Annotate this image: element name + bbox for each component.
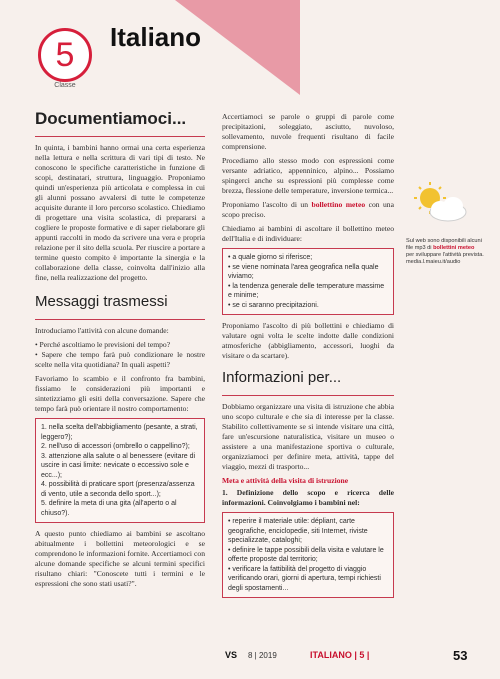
- page-number: 53: [453, 648, 468, 663]
- paragraph-text: Proponiamo l'ascolto di un: [222, 200, 312, 209]
- listening-box: [222, 248, 394, 315]
- section-paragraph: Accertiamoci se parole o gruppi di parole come precipitazioni, soleggiato, asciutto, nuvoloso, sollevamento, nuvole frequenti risultano di facile comprensione.: [222, 112, 394, 151]
- section-paragraph: Chiediamo ai bambini di ascoltare il bollettino meteo dell'Italia e di individuare:: [222, 224, 394, 243]
- box-item: 2. nell'uso di accessori (ombrello o cappellino?);: [41, 443, 190, 450]
- section-paragraph: Proponiamo l'ascolto di più bollettini e chiediamo di valutare ogni volta le scelte indotte dalle condizioni atmosferiche (abbigliamento, accessori, luoghi da visitare o da scartare).: [222, 321, 394, 360]
- behaviour-box: [35, 418, 205, 523]
- section-title-documentiamoci: Documentiamoci...: [35, 109, 187, 128]
- section-paragraph: A questo punto chiediamo ai bambini se ascoltano abitualmente i bollettini meteorologici e se comprendono le informazioni fornite. Accertiamoci con alcune domande specifiche se alcuni termini specifici risultano chiari: "Conoscete tutti i termini e le espressioni che sono stati usati?".: [35, 529, 205, 588]
- box-item: 4. possibilità di praticare sport (presenza/assenza di vento, utile a seconda dello sport...);: [41, 481, 195, 498]
- section-paragraph: Dobbiamo organizzare una visita di istruzione che abbia uno scopo culturale e che sia di interesse per la classe. Stabilito collettivamente se si intende visitare una città, fare un'escursione naturalistica, visitare un museo o assistere a una manifestazione sportiva o culturale, organizziamoci per definire meta, attività, tappe del viaggio, mezzi di trasporto...: [222, 402, 394, 471]
- box-item: 5. definire la meta di una gita (all'aperto o al chiuso?).: [41, 500, 177, 517]
- section-subtitle: Meta e attività della visita di istruzione: [222, 476, 349, 485]
- box-item: 1. nella scelta dell'abbigliamento (pesante, a strati, leggero?);: [41, 424, 198, 441]
- section-title-messaggi: Messaggi trasmessi: [35, 293, 168, 310]
- section-rule: [35, 319, 205, 320]
- sidebar-highlight: bollettini meteo: [433, 245, 475, 251]
- question-item: • Sapere che tempo farà può condizionare le nostre scelte nella vita quotidiana? In quali aspetti?: [35, 350, 205, 369]
- sidebar-text: per sviluppare l'attività prevista. media.l.maieu.it/audio: [406, 252, 484, 265]
- activities-box: [222, 512, 394, 598]
- box-item: • a quale giorno si riferisce;: [228, 254, 313, 261]
- box-item: 3. attenzione alla salute o al benessere (evitare di uscire in casi limite: nevicate o eccessivo sole e ecc...);: [41, 452, 196, 479]
- section-paragraph: [222, 200, 394, 220]
- magazine-logo: VS: [225, 650, 238, 660]
- box-item: • se viene nominata l'area geografica nella quale viviamo;: [228, 263, 379, 280]
- page-footer: [0, 646, 500, 670]
- issue-number: 8 | 2019: [248, 651, 277, 660]
- section-paragraph: 1. Definizione dello scopo e ricerca delle informazioni. Coinvolgiamo i bambini nel:: [222, 488, 394, 507]
- section-rule: [35, 136, 205, 137]
- section-paragraph: Introduciamo l'attività con alcune domande:: [35, 326, 169, 335]
- left-column: [35, 110, 205, 593]
- highlight-bollettino: bollettino meteo: [311, 200, 366, 209]
- question-item: • Perché ascoltiamo le previsioni del tempo?: [35, 340, 171, 349]
- paragraph-text: con una scopo preciso.: [222, 200, 394, 219]
- sidebar-note: [406, 238, 484, 266]
- section-paragraph: Favoriamo lo scambio e il confronto fra bambini, fissiamo le considerazioni più importanti e sintetizziamo gli esiti della conversazione. Sapere che tempo farà può orientare il nostro comportamento:: [35, 374, 205, 413]
- sidebar-text: Sul web sono disponibili alcuni file mp3 di: [406, 238, 482, 251]
- footer-subject: ITALIANO | 5 |: [310, 650, 370, 660]
- box-item: • la tendenza generale delle temperature massime e minime;: [228, 282, 385, 299]
- subject-title: Italiano: [110, 22, 202, 52]
- chapter-label: Classe: [54, 82, 76, 89]
- box-item: • reperire il materiale utile: dépliant, carte geografiche, enciclopedie, siti Internet, riviste specializzate, cataloghi;: [228, 518, 368, 544]
- section-title-informazioni: Informazioni per...: [222, 369, 342, 386]
- weather-sun-cloud-icon: [406, 180, 476, 230]
- box-item: • definire le tappe possibili della visita e valutare le offerte proposte dal territorio;: [228, 546, 384, 563]
- section-paragraph: In quinta, i bambini hanno ormai una certa esperienza nella lettura e nella scrittura di vari tipi di testo. Ne conoscono le specifiche caratteristiche in funzione di scopi, destinatari, struttura, linguaggio. Proponiamo quindi un'esperienza più articolata e complessa in cui gli alunni possano avvalersi di tutte le competenze acquisite durante il loro percorso scolastico. Chiediamo di progettare una visita scolastica, di prepararsi a cogliere le proposte formative e di saper rielaborare gli appunti raccolti in modo da scrivere una vera e propria relazione per il sito della scuola. Per riuscire a portare a termine questo compito è importante la sinergia e la collaborazione della classe, coinvolta dall'inizio alla fine, nella realizzazione del progetto.: [35, 143, 205, 282]
- section-rule: [222, 395, 394, 396]
- section-paragraph: Procediamo allo stesso modo con espressioni come versante adriatico, appenninico, alpino... Possiamo spingerci anche su espressioni più complesse come brezza, flessione delle temperature, inversione termica...: [222, 156, 394, 195]
- box-item: • verificare la fattibilità del progetto di viaggio verificando orari, giorni di apertura, tempi richiesti degli spostamenti...: [228, 565, 381, 592]
- right-column: [222, 112, 394, 604]
- box-item: • se ci saranno precipitazioni.: [228, 301, 319, 309]
- chapter-badge: [38, 28, 92, 82]
- chapter-number: 5: [55, 36, 75, 74]
